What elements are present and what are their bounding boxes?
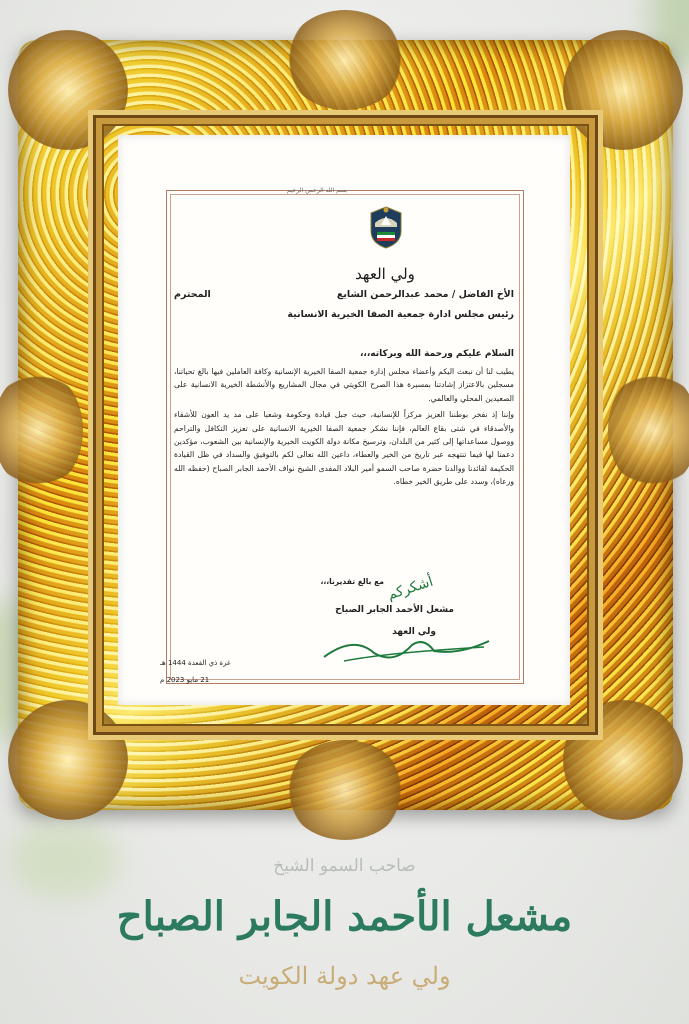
handwritten-note: أشكركم	[385, 573, 436, 604]
frame-ornament	[0, 370, 83, 490]
caption-honorific: صاحب السمو الشيخ	[273, 856, 416, 876]
date-gregorian: 21 مايو 2023 م	[160, 676, 210, 684]
date-hijri: غرة ذي القعدة 1444 هـ	[160, 659, 231, 667]
letter-date	[160, 655, 280, 689]
office-title: ولي العهد	[355, 265, 415, 283]
paragraph: وإننا إذ نفخر بوطننا العزيز مركزاً للإنسانية، حيث جبل قيادة وحكومة وشعبا على مد يد العون للأشقاء والأصدقاء في شتى بقاع العالم، فإننا نشكر جمعية الصفا الخيرية الانسانية على تعزيز التكافل والتراحم ووصول مساعداتها إلى كثير من البلدان، وترسيخ مكانة دولة الكويت الخيرية والإنسانية بين الشعوب، مؤكدين دعمنا لها فيما تنتهجه عبر تاريخ من الخير والعطاء، داعين الله تعالى لكم بالتوفيق والسداد في ظل القيادة الحكيمة لقائدنا ووالدنا حضرة صاحب السمو أمير البلاد المفدى الشيخ نواف الأحمد الجابر الصباح (حفظه الله ورعاه)، وسدد على طريق الخير خطاه.	[174, 410, 514, 487]
handwritten-signature	[284, 565, 494, 675]
closing: مع بالغ تقديرنا،،،	[320, 577, 384, 586]
kuwait-emblem-icon	[367, 205, 405, 249]
frame-ornament	[608, 370, 689, 490]
addressee-position: رئيس مجلس ادارة جمعية الصفا الخيرية الانسانية	[287, 309, 514, 320]
greeting: السلام عليكم ورحمة الله وبركاته،،،	[359, 349, 514, 359]
frame-ornament	[285, 740, 405, 840]
bismillah-header: بسم الله الرحمن الرحيم	[286, 187, 348, 194]
letter-body	[174, 365, 514, 492]
caption-name: مشعل الأحمد الجابر الصباح	[116, 893, 573, 940]
honorific: المحترم	[174, 289, 211, 300]
letter-paper	[118, 135, 570, 705]
signatory-title: ولي العهد	[392, 627, 436, 637]
addressee-line: الأخ الفاضل / محمد عبدالرحمن الشايع	[336, 289, 514, 300]
paragraph: يطيب لنا أن نبعث اليكم وأعضاء مجلس إدارة جمعية الصفا الخيرية الإنسانية وكافة العاملين فيها بالغ تحياتنا، مسجلين بالاعتزاز إشادتنا بمسيرة هذا الصرح الكويتي في مجال المشاريع والأنشطة الخيرية الانسانية على الصعيدين المحلي والعالمي.	[174, 367, 514, 403]
caption-title: ولي عهد دولة الكويت	[238, 962, 451, 990]
frame-ornament	[285, 10, 405, 110]
addressee-block	[174, 285, 514, 325]
signatory-name: مشعل الأحمد الجابر الصباح	[335, 605, 454, 615]
